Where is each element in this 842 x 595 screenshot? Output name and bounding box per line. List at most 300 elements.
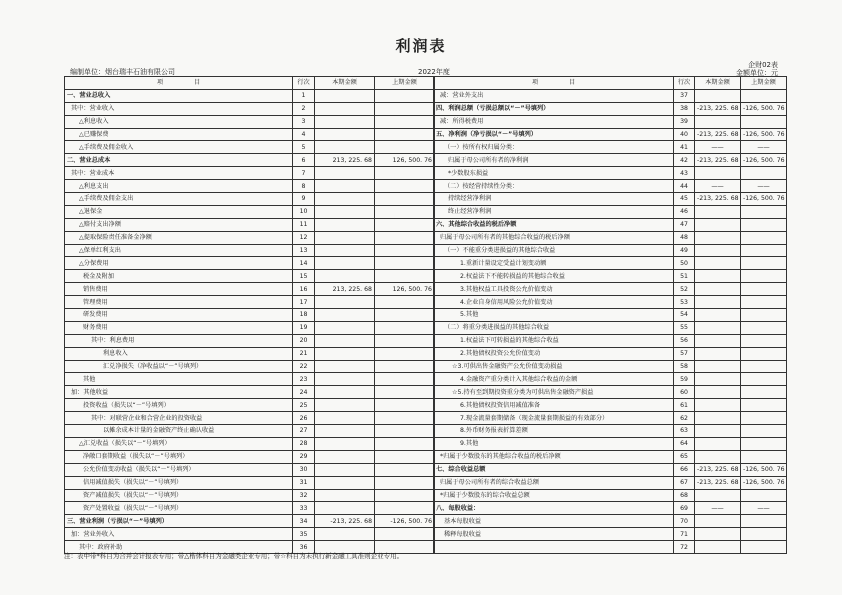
line-cell: 13	[293, 244, 315, 257]
current-amount-cell	[315, 347, 375, 360]
prior-amount-cell	[375, 296, 435, 309]
line-cell: 65	[674, 450, 695, 463]
line-cell: 32	[293, 489, 315, 502]
current-amount-cell	[315, 193, 375, 206]
table-row	[65, 399, 435, 412]
fiscal-year: 2022年度	[418, 68, 450, 76]
current-amount-cell: ——	[695, 180, 741, 193]
line-cell: 34	[293, 515, 315, 528]
line-cell: 8	[293, 180, 315, 193]
line-cell: 67	[674, 476, 695, 489]
line-cell: 52	[674, 283, 695, 296]
line-cell: 54	[674, 309, 695, 322]
line-cell: 1	[293, 89, 315, 102]
item-cell: △利息支出	[65, 180, 293, 193]
table-row	[65, 412, 435, 425]
table-row	[434, 528, 787, 541]
item-cell: 管理费用	[65, 296, 293, 309]
prior-amount-cell: ——	[741, 180, 787, 193]
current-amount-cell: -213, 225. 68	[695, 463, 741, 476]
line-cell: 55	[674, 321, 695, 334]
prior-amount-cell: ——	[741, 141, 787, 154]
table-row	[65, 373, 435, 386]
line-cell: 12	[293, 231, 315, 244]
prior-amount-cell: ——	[741, 502, 787, 515]
prior-amount-cell	[741, 218, 787, 231]
table-row	[434, 218, 787, 231]
current-amount-cell	[315, 167, 375, 180]
prior-amount-cell	[741, 386, 787, 399]
item-cell: △提取保险责任准备金净额	[65, 231, 293, 244]
prior-amount-cell	[741, 425, 787, 438]
prior-amount-cell	[375, 141, 435, 154]
item-cell: 一、营业总收入	[65, 89, 293, 102]
prior-amount-cell	[375, 476, 435, 489]
line-cell: 28	[293, 437, 315, 450]
current-amount-cell	[695, 218, 741, 231]
line-cell: 2	[293, 102, 315, 115]
line-cell: 25	[293, 399, 315, 412]
line-cell: 62	[674, 412, 695, 425]
current-amount-cell	[315, 386, 375, 399]
line-cell: 11	[293, 218, 315, 231]
item-cell: 其中：营业成本	[65, 167, 293, 180]
prior-amount-cell	[741, 412, 787, 425]
prior-amount-cell: -126, 500. 76	[741, 463, 787, 476]
item-cell: 三、营业利润（亏损以“－”号填列）	[65, 515, 293, 528]
line-cell: 24	[293, 386, 315, 399]
line-cell: 45	[674, 193, 695, 206]
current-amount-cell: -213, 225. 68	[695, 193, 741, 206]
current-amount-cell	[315, 115, 375, 128]
current-amount-cell	[695, 386, 741, 399]
line-cell: 58	[674, 360, 695, 373]
prior-amount-cell	[375, 89, 435, 102]
current-amount-cell	[315, 399, 375, 412]
table-row	[65, 205, 435, 218]
line-cell: 3	[293, 115, 315, 128]
line-cell: 22	[293, 360, 315, 373]
line-cell: 42	[674, 154, 695, 167]
table-row	[434, 167, 787, 180]
line-cell: 51	[674, 270, 695, 283]
header-prior: 上期金额	[375, 77, 435, 90]
current-amount-cell	[315, 373, 375, 386]
item-cell: △利息收入	[65, 115, 293, 128]
table-row	[434, 102, 787, 115]
current-amount-cell	[695, 489, 741, 502]
current-amount-cell: -213, 225. 68	[695, 128, 741, 141]
prior-amount-cell	[741, 205, 787, 218]
table-row	[434, 193, 787, 206]
prior-amount-cell	[375, 115, 435, 128]
item-cell: 6.其他债权投资信用减值准备	[434, 399, 674, 412]
line-cell: 6	[293, 154, 315, 167]
table-row	[65, 193, 435, 206]
item-cell: 七、综合收益总额	[434, 463, 674, 476]
item-cell: 其中：利息费用	[65, 334, 293, 347]
current-amount-cell	[695, 450, 741, 463]
table-row	[65, 309, 435, 322]
current-amount-cell	[695, 115, 741, 128]
item-cell: （一）不能重分类进损益的其他综合收益	[434, 244, 674, 257]
item-cell: ☆3.可供出售金融资产公允价值变动损益	[434, 360, 674, 373]
item-cell: △手续费及佣金收入	[65, 141, 293, 154]
line-cell: 19	[293, 321, 315, 334]
current-amount-cell	[695, 347, 741, 360]
current-amount-cell: ——	[695, 502, 741, 515]
prior-amount-cell	[741, 231, 787, 244]
line-cell: 48	[674, 231, 695, 244]
item-cell: △手续费及佣金支出	[65, 193, 293, 206]
line-cell: 4	[293, 128, 315, 141]
current-amount-cell	[695, 244, 741, 257]
prior-amount-cell	[375, 334, 435, 347]
item-cell: 加：其他收益	[65, 386, 293, 399]
current-amount-cell	[315, 205, 375, 218]
item-cell: 八、每股收益：	[434, 502, 674, 515]
current-amount-cell	[315, 528, 375, 541]
table-row	[434, 437, 787, 450]
table-row	[434, 89, 787, 102]
line-cell: 43	[674, 167, 695, 180]
item-cell: 公允价值变动收益（损失以“－”号填列）	[65, 463, 293, 476]
item-cell: △已赚保费	[65, 128, 293, 141]
prior-amount-cell	[375, 386, 435, 399]
line-cell: 61	[674, 399, 695, 412]
item-cell: △汇兑收益（损失以“－”号填列）	[65, 437, 293, 450]
header-line: 行次	[674, 77, 695, 90]
line-cell: 10	[293, 205, 315, 218]
current-amount-cell	[315, 141, 375, 154]
line-cell: 16	[293, 283, 315, 296]
line-cell: 60	[674, 386, 695, 399]
item-cell: 1.权益法下可转损益的其他综合收益	[434, 334, 674, 347]
current-amount-cell	[695, 360, 741, 373]
table-row	[65, 360, 435, 373]
table-row	[434, 373, 787, 386]
table-row	[434, 476, 787, 489]
item-cell: 利息收入	[65, 347, 293, 360]
table-row	[65, 283, 435, 296]
current-amount-cell	[315, 102, 375, 115]
table-row	[434, 360, 787, 373]
line-cell: 33	[293, 502, 315, 515]
current-amount-cell	[695, 283, 741, 296]
item-cell: 信用减值损失（损失以“－”号填列）	[65, 476, 293, 489]
item-cell: 财务费用	[65, 321, 293, 334]
item-cell: 净敞口套期收益（损失以“－”号填列）	[65, 450, 293, 463]
current-amount-cell	[695, 205, 741, 218]
item-cell: 终止经营净利润	[434, 205, 674, 218]
current-amount-cell: 213, 225. 68	[315, 283, 375, 296]
prior-amount-cell	[741, 373, 787, 386]
header-line: 行次	[293, 77, 315, 90]
line-cell: 27	[293, 425, 315, 438]
prior-amount-cell	[741, 347, 787, 360]
item-cell: 5.其他	[434, 309, 674, 322]
item-cell: 1.重新计量设定受益计划变动额	[434, 257, 674, 270]
line-cell: 15	[293, 270, 315, 283]
prior-amount-cell	[741, 89, 787, 102]
item-cell: *少数股东损益	[434, 167, 674, 180]
right-statement-table	[433, 76, 787, 554]
prior-amount-cell	[375, 412, 435, 425]
line-cell: 26	[293, 412, 315, 425]
table-row	[65, 180, 435, 193]
item-cell: 4.企业自身信用风险公允价值变动	[434, 296, 674, 309]
item-cell: （二）将重分类进损益的其他综合收益	[434, 321, 674, 334]
current-amount-cell	[315, 502, 375, 515]
prior-amount-cell	[375, 244, 435, 257]
table-row	[65, 489, 435, 502]
current-amount-cell: -213, 225. 68	[695, 476, 741, 489]
prior-amount-cell	[741, 167, 787, 180]
item-cell: 7.现金流量套期储备（现金流量套期损益的有效部分）	[434, 412, 674, 425]
item-cell: 销售费用	[65, 283, 293, 296]
prior-amount-cell	[375, 373, 435, 386]
table-row	[434, 244, 787, 257]
table-row	[65, 128, 435, 141]
current-amount-cell: -213, 225. 68	[315, 515, 375, 528]
item-cell: *归属于少数股东的其他综合收益的税后净额	[434, 450, 674, 463]
item-cell: 9.其他	[434, 437, 674, 450]
form-code-block	[736, 61, 778, 77]
header-item: 项 目	[65, 77, 293, 90]
item-cell: 投资收益（损失以“－”号填列）	[65, 399, 293, 412]
current-amount-cell	[695, 425, 741, 438]
table-row	[434, 231, 787, 244]
item-cell: 稀释每股收益	[434, 528, 674, 541]
prior-amount-cell: 126, 500. 76	[375, 154, 435, 167]
prior-amount-cell	[375, 347, 435, 360]
prior-amount-cell	[375, 193, 435, 206]
line-cell: 57	[674, 347, 695, 360]
prior-amount-cell	[741, 257, 787, 270]
table-row	[65, 334, 435, 347]
prior-amount-cell	[375, 528, 435, 541]
prior-amount-cell	[375, 399, 435, 412]
table-row	[65, 450, 435, 463]
item-cell: 其中：政府补助	[65, 541, 293, 554]
table-row	[434, 463, 787, 476]
prior-amount-cell: -126, 500. 76	[741, 128, 787, 141]
currency-unit: 金额单位：元	[736, 69, 778, 77]
prior-amount-cell	[741, 450, 787, 463]
current-amount-cell	[695, 231, 741, 244]
table-row	[434, 399, 787, 412]
line-cell: 63	[674, 425, 695, 438]
line-cell: 64	[674, 437, 695, 450]
table-row	[434, 296, 787, 309]
prior-amount-cell	[741, 309, 787, 322]
current-amount-cell	[315, 128, 375, 141]
item-cell: 2.权益法下不能转损益的其他综合收益	[434, 270, 674, 283]
current-amount-cell	[315, 257, 375, 270]
line-cell: 40	[674, 128, 695, 141]
prior-amount-cell	[375, 450, 435, 463]
prior-amount-cell	[741, 296, 787, 309]
item-cell: 其他	[65, 373, 293, 386]
table-row	[434, 270, 787, 283]
table-row	[65, 141, 435, 154]
current-amount-cell	[695, 334, 741, 347]
item-cell: 六、其他综合收益的税后净额	[434, 218, 674, 231]
item-cell: 资产减值损失（损失以“－”号填列）	[65, 489, 293, 502]
line-cell: 39	[674, 115, 695, 128]
line-cell: 49	[674, 244, 695, 257]
current-amount-cell	[695, 437, 741, 450]
current-amount-cell	[315, 476, 375, 489]
current-amount-cell	[695, 541, 741, 554]
current-amount-cell	[695, 515, 741, 528]
prior-amount-cell	[741, 115, 787, 128]
current-amount-cell	[695, 89, 741, 102]
line-cell: 69	[674, 502, 695, 515]
line-cell: 30	[293, 463, 315, 476]
current-amount-cell	[315, 296, 375, 309]
item-cell: 持续经营净利润	[434, 193, 674, 206]
table-row	[434, 386, 787, 399]
item-cell: 3.其他权益工具投资公允价值变动	[434, 283, 674, 296]
prior-amount-cell: -126, 500. 76	[741, 193, 787, 206]
current-amount-cell	[315, 244, 375, 257]
prior-amount-cell	[375, 360, 435, 373]
prior-amount-cell	[375, 180, 435, 193]
table-row	[65, 502, 435, 515]
item-cell: 减：所得税费用	[434, 115, 674, 128]
current-amount-cell: -213, 225. 68	[695, 102, 741, 115]
table-row	[434, 425, 787, 438]
table-row	[434, 205, 787, 218]
table-row	[434, 128, 787, 141]
line-cell: 47	[674, 218, 695, 231]
prior-amount-cell	[741, 244, 787, 257]
prior-amount-cell	[741, 321, 787, 334]
header-prior: 上期金额	[741, 77, 787, 90]
item-cell: 归属于母公司所有者的综合收益总额	[434, 476, 674, 489]
current-amount-cell	[315, 463, 375, 476]
table-row	[65, 167, 435, 180]
current-amount-cell	[315, 321, 375, 334]
item-cell: △分保费用	[65, 257, 293, 270]
line-cell: 17	[293, 296, 315, 309]
current-amount-cell	[315, 437, 375, 450]
table-row	[434, 489, 787, 502]
current-amount-cell	[315, 180, 375, 193]
item-cell: 五、净利润（净亏损以“－”号填列）	[434, 128, 674, 141]
prior-amount-cell	[741, 399, 787, 412]
prior-amount-cell	[375, 205, 435, 218]
table-row	[65, 296, 435, 309]
current-amount-cell	[695, 528, 741, 541]
current-amount-cell	[315, 425, 375, 438]
table-row	[434, 321, 787, 334]
table-row	[65, 270, 435, 283]
page-title: 利润表	[395, 37, 447, 55]
table-row	[65, 463, 435, 476]
prior-amount-cell	[375, 463, 435, 476]
table-header	[434, 77, 787, 90]
prior-amount-cell: -126, 500. 76	[741, 476, 787, 489]
current-amount-cell	[315, 489, 375, 502]
current-amount-cell: ——	[695, 141, 741, 154]
table-row	[65, 257, 435, 270]
line-cell: 46	[674, 205, 695, 218]
item-cell: 税金及附加	[65, 270, 293, 283]
company-unit: 编制单位：烟台瑞丰石油有限公司	[70, 68, 175, 76]
prior-amount-cell: 126, 500. 76	[375, 283, 435, 296]
item-cell: 归属于母公司所有者的其他综合收益的税后净额	[434, 231, 674, 244]
prior-amount-cell	[375, 425, 435, 438]
current-amount-cell	[695, 167, 741, 180]
item-cell: △退保金	[65, 205, 293, 218]
current-amount-cell	[315, 89, 375, 102]
line-cell: 38	[674, 102, 695, 115]
table-row	[65, 386, 435, 399]
line-cell: 71	[674, 528, 695, 541]
table-row	[65, 218, 435, 231]
table-row	[434, 334, 787, 347]
line-cell: 59	[674, 373, 695, 386]
table-row	[434, 502, 787, 515]
line-cell: 50	[674, 257, 695, 270]
current-amount-cell	[315, 360, 375, 373]
item-cell: 汇兑净损失（净收益以“－”号填列）	[65, 360, 293, 373]
table-row	[65, 347, 435, 360]
current-amount-cell	[695, 321, 741, 334]
table-row	[65, 102, 435, 115]
line-cell: 31	[293, 476, 315, 489]
line-cell: 14	[293, 257, 315, 270]
line-cell: 29	[293, 450, 315, 463]
table-row	[434, 141, 787, 154]
current-amount-cell: 213, 225. 68	[315, 154, 375, 167]
table-row	[434, 541, 787, 554]
prior-amount-cell	[375, 167, 435, 180]
item-cell: 基本每股收益	[434, 515, 674, 528]
prior-amount-cell: -126, 500. 76	[741, 102, 787, 115]
table-row	[65, 89, 435, 102]
table-row	[65, 154, 435, 167]
line-cell: 37	[674, 89, 695, 102]
header-current: 本期金额	[315, 77, 375, 90]
item-cell	[434, 541, 674, 554]
line-cell: 18	[293, 309, 315, 322]
table-row	[65, 476, 435, 489]
prior-amount-cell	[375, 502, 435, 515]
current-amount-cell	[315, 231, 375, 244]
prior-amount-cell: -126, 500. 76	[375, 515, 435, 528]
prior-amount-cell	[741, 437, 787, 450]
table-row	[65, 528, 435, 541]
line-cell: 56	[674, 334, 695, 347]
item-cell: 资产处置收益（损失以“－”号填列）	[65, 502, 293, 515]
line-cell: 21	[293, 347, 315, 360]
current-amount-cell	[315, 270, 375, 283]
prior-amount-cell	[741, 528, 787, 541]
header-item: 项 目	[434, 77, 674, 90]
item-cell: *归属于少数股东的综合收益总额	[434, 489, 674, 502]
prior-amount-cell	[375, 218, 435, 231]
table-row	[434, 515, 787, 528]
table-row	[65, 515, 435, 528]
item-cell: 2.其他债权投资公允价值变动	[434, 347, 674, 360]
item-cell: 归属于母公司所有者的净利润	[434, 154, 674, 167]
current-amount-cell	[315, 412, 375, 425]
item-cell: △保单红利支出	[65, 244, 293, 257]
item-cell: 8.外币财务报表折算差额	[434, 425, 674, 438]
